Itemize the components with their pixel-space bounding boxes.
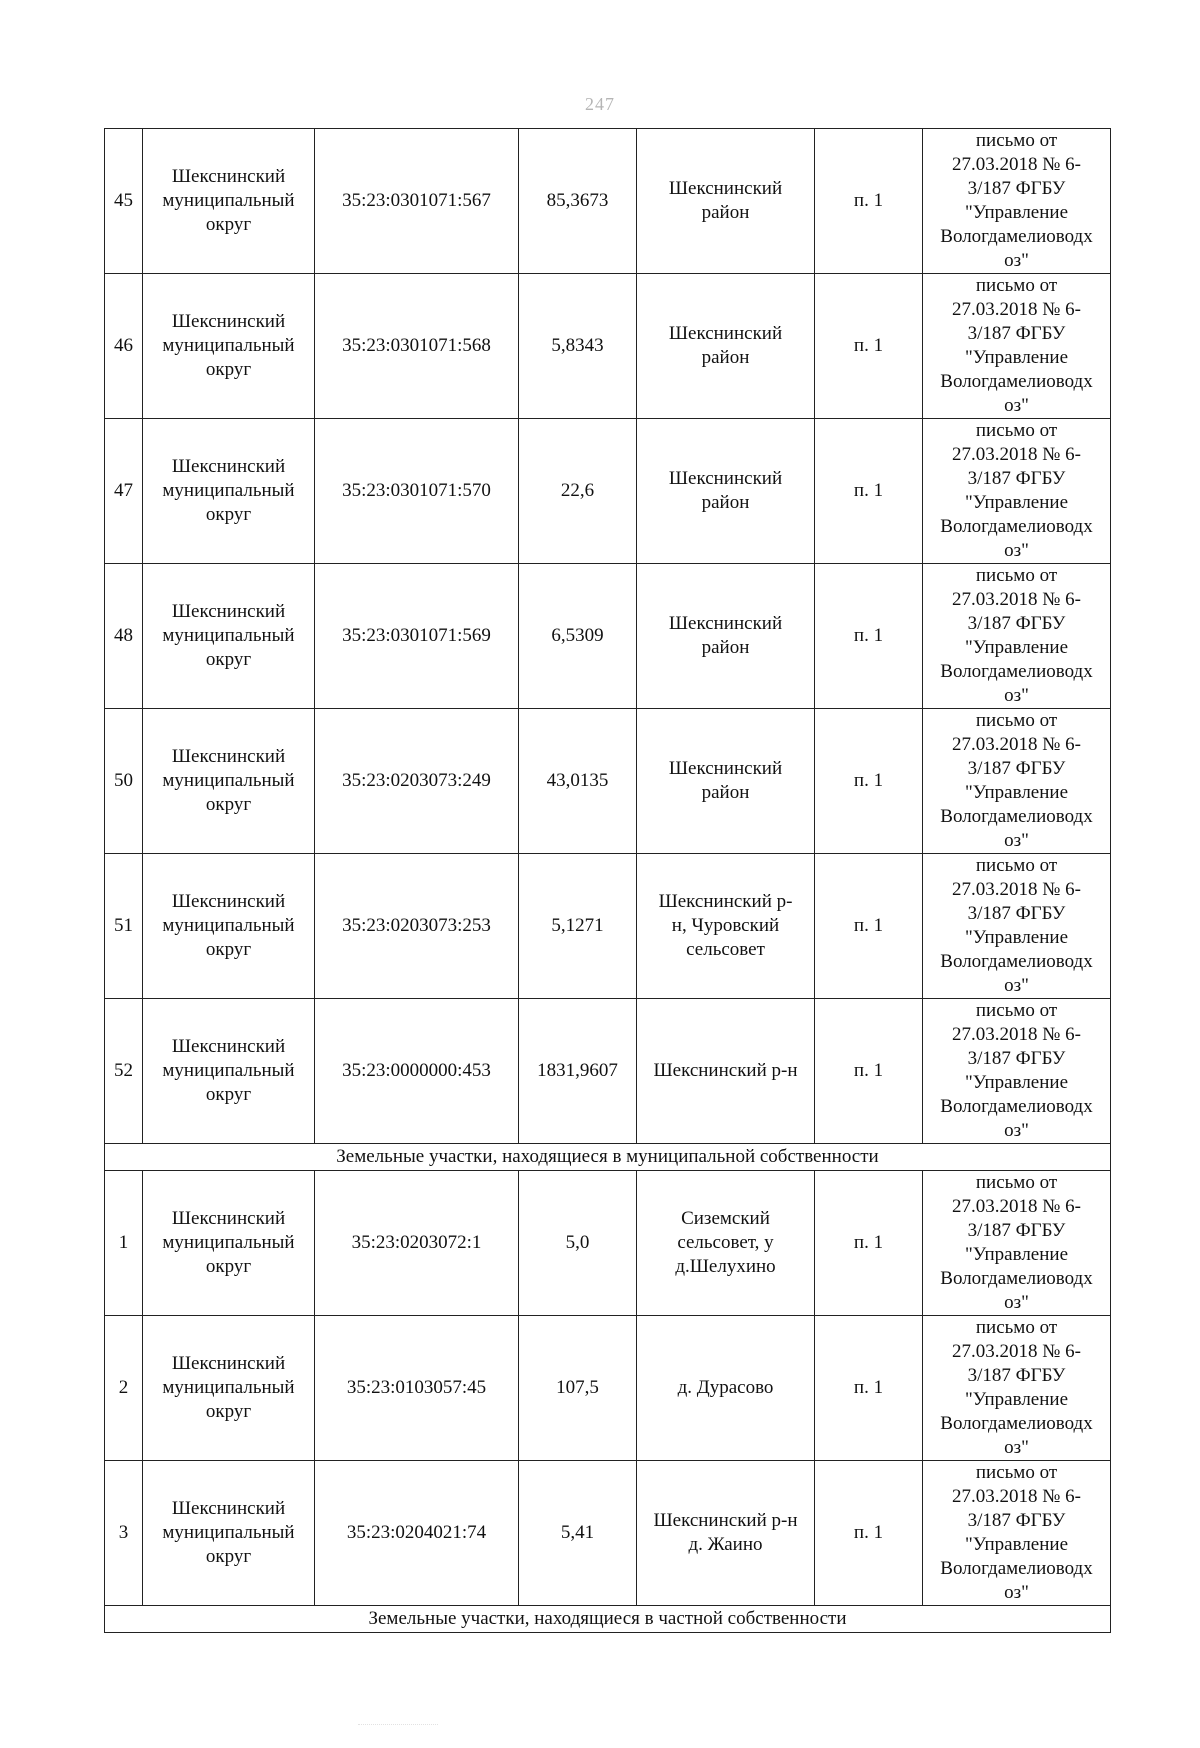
location-cell: Шекснинский р-н д. Жаино [637, 1461, 815, 1606]
row-number: 46 [105, 274, 143, 419]
row-number: 47 [105, 419, 143, 564]
land-plots-table [104, 128, 1111, 1633]
cadastral-number-cell: 35:23:0204021:74 [315, 1461, 519, 1606]
document-cell: письмо от 27.03.2018 № 6- 3/187 ФГБУ "Управление Вологдамелиоводх оз" [923, 564, 1111, 709]
area-cell: 107,5 [519, 1316, 637, 1461]
cadastral-number-cell: 35:23:0301071:570 [315, 419, 519, 564]
basis-cell: п. 1 [815, 709, 923, 854]
scan-artifact [358, 1724, 438, 1731]
owner-cell: Шекснинский муниципальный округ [143, 1461, 315, 1606]
table-row [105, 1171, 1111, 1316]
document-cell: письмо от 27.03.2018 № 6- 3/187 ФГБУ "Управление Вологдамелиоводх оз" [923, 274, 1111, 419]
document-cell: письмо от 27.03.2018 № 6- 3/187 ФГБУ "Управление Вологдамелиоводх оз" [923, 854, 1111, 999]
table-body-group-b [105, 1171, 1111, 1606]
owner-cell: Шекснинский муниципальный округ [143, 564, 315, 709]
area-cell: 6,5309 [519, 564, 637, 709]
cadastral-number-cell: 35:23:0301071:568 [315, 274, 519, 419]
area-cell: 5,41 [519, 1461, 637, 1606]
location-cell: Шекснинский район [637, 709, 815, 854]
owner-cell: Шекснинский муниципальный округ [143, 1316, 315, 1461]
table-row [105, 419, 1111, 564]
page-number: 247 [585, 94, 615, 114]
cadastral-number-cell: 35:23:0301071:569 [315, 564, 519, 709]
location-cell: д. Дурасово [637, 1316, 815, 1461]
cadastral-number-cell: 35:23:0203073:253 [315, 854, 519, 999]
row-number: 48 [105, 564, 143, 709]
area-cell: 5,8343 [519, 274, 637, 419]
section-header-private: Земельные участки, находящиеся в частной собственности [105, 1606, 1111, 1633]
section-header-municipal: Земельные участки, находящиеся в муниципальной собственности [105, 1144, 1111, 1171]
area-cell: 85,3673 [519, 129, 637, 274]
location-cell: Шекснинский район [637, 564, 815, 709]
area-cell: 1831,9607 [519, 999, 637, 1144]
owner-cell: Шекснинский муниципальный округ [143, 854, 315, 999]
row-number: 3 [105, 1461, 143, 1606]
cadastral-number-cell: 35:23:0000000:453 [315, 999, 519, 1144]
document-cell: письмо от 27.03.2018 № 6- 3/187 ФГБУ "Управление Вологдамелиоводх оз" [923, 999, 1111, 1144]
owner-cell: Шекснинский муниципальный округ [143, 129, 315, 274]
area-cell: 22,6 [519, 419, 637, 564]
cadastral-number-cell: 35:23:0203073:249 [315, 709, 519, 854]
row-number: 2 [105, 1316, 143, 1461]
location-cell: Шекснинский р-н [637, 999, 815, 1144]
cadastral-number-cell: 35:23:0103057:45 [315, 1316, 519, 1461]
table-row [105, 999, 1111, 1144]
table-row [105, 709, 1111, 854]
table-row [105, 1461, 1111, 1606]
row-number: 50 [105, 709, 143, 854]
document-cell: письмо от 27.03.2018 № 6- 3/187 ФГБУ "Управление Вологдамелиоводх оз" [923, 1171, 1111, 1316]
area-cell: 43,0135 [519, 709, 637, 854]
basis-cell: п. 1 [815, 1316, 923, 1461]
location-cell: Шекснинский район [637, 274, 815, 419]
area-cell: 5,0 [519, 1171, 637, 1316]
basis-cell: п. 1 [815, 854, 923, 999]
owner-cell: Шекснинский муниципальный округ [143, 419, 315, 564]
basis-cell: п. 1 [815, 999, 923, 1144]
document-cell: письмо от 27.03.2018 № 6- 3/187 ФГБУ "Управление Вологдамелиоводх оз" [923, 129, 1111, 274]
row-number: 51 [105, 854, 143, 999]
basis-cell: п. 1 [815, 274, 923, 419]
basis-cell: п. 1 [815, 1461, 923, 1606]
basis-cell: п. 1 [815, 129, 923, 274]
row-number: 1 [105, 1171, 143, 1316]
row-number: 52 [105, 999, 143, 1144]
owner-cell: Шекснинский муниципальный округ [143, 274, 315, 419]
location-cell: Сиземский сельсовет, у д.Шелухино [637, 1171, 815, 1316]
document-cell: письмо от 27.03.2018 № 6- 3/187 ФГБУ "Управление Вологдамелиоводх оз" [923, 1316, 1111, 1461]
cadastral-number-cell: 35:23:0203072:1 [315, 1171, 519, 1316]
cadastral-number-cell: 35:23:0301071:567 [315, 129, 519, 274]
basis-cell: п. 1 [815, 564, 923, 709]
table-row [105, 854, 1111, 999]
section-municipal [105, 1144, 1111, 1171]
document-cell: письмо от 27.03.2018 № 6- 3/187 ФГБУ "Управление Вологдамелиоводх оз" [923, 419, 1111, 564]
section-private [105, 1606, 1111, 1633]
owner-cell: Шекснинский муниципальный округ [143, 1171, 315, 1316]
location-cell: Шекснинский район [637, 419, 815, 564]
row-number: 45 [105, 129, 143, 274]
area-cell: 5,1271 [519, 854, 637, 999]
document-cell: письмо от 27.03.2018 № 6- 3/187 ФГБУ "Управление Вологдамелиоводх оз" [923, 709, 1111, 854]
owner-cell: Шекснинский муниципальный округ [143, 709, 315, 854]
location-cell: Шекснинский район [637, 129, 815, 274]
table-body-group-a [105, 129, 1111, 1144]
document-cell: письмо от 27.03.2018 № 6- 3/187 ФГБУ "Управление Вологдамелиоводх оз" [923, 1461, 1111, 1606]
basis-cell: п. 1 [815, 1171, 923, 1316]
owner-cell: Шекснинский муниципальный округ [143, 999, 315, 1144]
table-row [105, 129, 1111, 274]
table-row [105, 564, 1111, 709]
table-row [105, 1316, 1111, 1461]
location-cell: Шекснинский р- н, Чуровский сельсовет [637, 854, 815, 999]
basis-cell: п. 1 [815, 419, 923, 564]
table-row [105, 274, 1111, 419]
